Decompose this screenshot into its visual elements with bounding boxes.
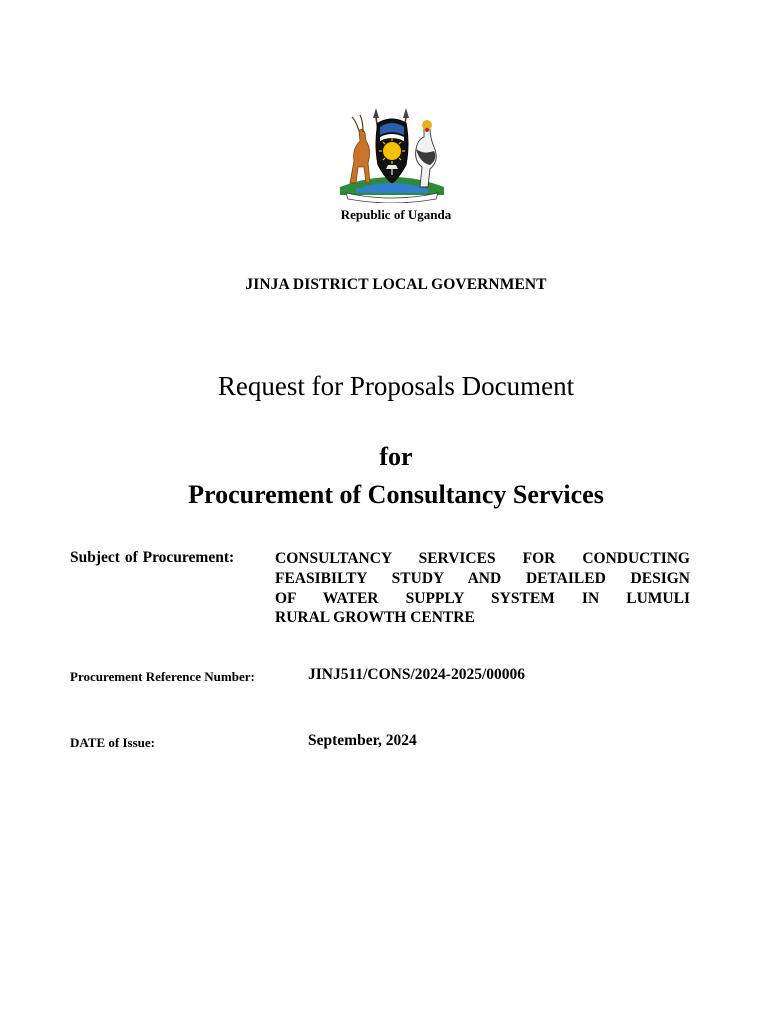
- reference-number: JINJ511/CONS/2024-2025/00006: [308, 666, 526, 683]
- subject-text: [275, 549, 690, 628]
- title-connector: for: [379, 442, 413, 471]
- document-title: Request for Proposals Document: [217, 371, 575, 401]
- country-name: Republic of Uganda: [340, 207, 452, 222]
- uganda-coat-of-arms-icon: [332, 103, 452, 203]
- subject-line: CONSULTANCY SERVICES FOR CONDUCTING: [275, 550, 690, 567]
- subject-line: RURAL GROWTH CENTRE: [275, 609, 475, 627]
- district-name: JINJA DISTRICT LOCAL GOVERNMENT: [245, 276, 547, 293]
- issue-date-label: DATE of Issue:: [70, 735, 155, 750]
- reference-label: Procurement Reference Number:: [70, 669, 255, 684]
- issue-date-value: September, 2024: [308, 732, 417, 749]
- subject-line: FEASIBILTY STUDY AND DETAILED DESIGN: [275, 569, 690, 587]
- subject-label: Subject of Procurement:: [70, 549, 235, 566]
- subject-line: OF WATER SUPPLY SYSTEM IN LUMULI: [275, 589, 690, 607]
- procurement-title: Procurement of Consultancy Services: [188, 480, 604, 509]
